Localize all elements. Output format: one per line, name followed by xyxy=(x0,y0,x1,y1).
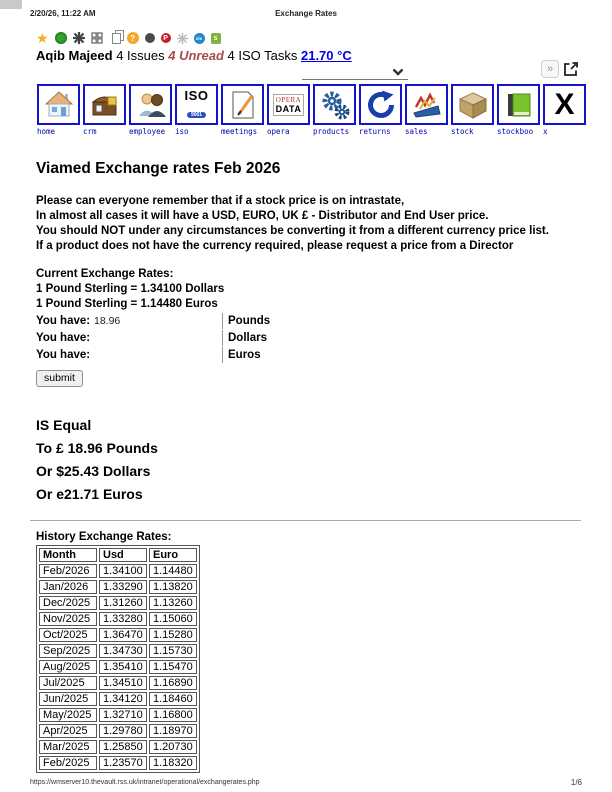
page-title: Viamed Exchange rates Feb 2026 xyxy=(36,160,281,177)
current-rates-heading: Current Exchange Rates: xyxy=(36,268,174,280)
book-icon[interactable] xyxy=(497,84,540,125)
clock-icon[interactable] xyxy=(55,32,67,44)
usd-rate-line: 1 Pound Sterling = 1.34100 Dollars xyxy=(36,283,225,295)
nav-item-sales[interactable] xyxy=(405,84,448,136)
temperature-link[interactable]: 21.70 °C xyxy=(300,48,352,63)
iso-tasks-count: 4 ISO Tasks xyxy=(227,48,298,63)
nav-item-products[interactable] xyxy=(313,84,356,136)
history-header-row xyxy=(39,548,197,562)
history-row xyxy=(39,644,197,658)
euro-rate-line: 1 Pound Sterling = 1.14480 Euros xyxy=(36,298,218,310)
history-cell: 1.34510 xyxy=(99,676,147,690)
nav-item-crm[interactable] xyxy=(83,84,126,136)
history-cell: 1.34120 xyxy=(99,692,147,706)
main-nav xyxy=(37,84,586,136)
history-cell: Dec/2025 xyxy=(39,596,97,610)
nav-label-sales[interactable]: sales xyxy=(405,127,428,136)
nav-label-x[interactable]: x xyxy=(543,127,548,136)
history-cell: Nov/2025 xyxy=(39,612,97,626)
history-row xyxy=(39,676,197,690)
history-row xyxy=(39,740,197,754)
history-cell: 1.14480 xyxy=(149,564,197,578)
nav-item-stock[interactable] xyxy=(451,84,494,136)
gears-icon[interactable] xyxy=(313,84,356,125)
x-icon[interactable] xyxy=(543,84,586,125)
history-row xyxy=(39,708,197,722)
gear-icon[interactable] xyxy=(73,32,85,44)
result-euros: Or e21.71 Euros xyxy=(36,486,143,502)
history-cell: 1.18320 xyxy=(149,756,197,770)
xls-icon[interactable]: xls xyxy=(194,33,205,44)
notice-line: If a product does not have the currency required, please request a price from a Director xyxy=(36,240,514,252)
print-date: 2/20/26, 11:22 AM xyxy=(30,9,96,18)
history-cell: 1.31260 xyxy=(99,596,147,610)
history-cell: 1.15470 xyxy=(149,660,197,674)
user-name: Aqib Majeed xyxy=(36,48,113,63)
history-cell: 1.35410 xyxy=(99,660,147,674)
history-cell: 1.33290 xyxy=(99,580,147,594)
history-cell: Apr/2025 xyxy=(39,724,97,738)
history-cell: Mar/2025 xyxy=(39,740,97,754)
nav-item-home[interactable] xyxy=(37,84,80,136)
external-link-icon[interactable] xyxy=(563,61,579,77)
history-cell: 1.15730 xyxy=(149,644,197,658)
converter-row-pounds xyxy=(36,313,582,329)
nav-item-employee[interactable] xyxy=(129,84,172,136)
history-table xyxy=(36,545,200,773)
user-status-bar xyxy=(36,48,352,63)
nav-item-stockbook[interactable] xyxy=(497,84,540,136)
unread-count: 4 Unread xyxy=(168,48,224,63)
history-cell: 1.16890 xyxy=(149,676,197,690)
notice-line: Please can everyone remember that if a stock price is on intrastate, xyxy=(36,195,405,207)
history-row xyxy=(39,692,197,706)
nav-label-employee[interactable]: employee xyxy=(129,127,166,136)
currency-converter-form xyxy=(36,313,582,387)
history-body xyxy=(39,564,197,770)
history-cell: 1.15280 xyxy=(149,628,197,642)
column-header-euro: Euro xyxy=(149,548,197,562)
submit-button[interactable]: submit xyxy=(36,370,83,387)
euros-label: Euros xyxy=(228,349,261,361)
result-is-equal: IS Equal xyxy=(36,417,92,433)
chest-icon[interactable] xyxy=(83,84,126,125)
help-icon[interactable]: ? xyxy=(127,32,139,44)
nav-item-meetings[interactable] xyxy=(221,84,264,136)
history-cell: Feb/2025 xyxy=(39,756,97,770)
you-have-label: You have: xyxy=(36,349,91,361)
history-row xyxy=(39,724,197,738)
nav-item-x[interactable] xyxy=(543,84,586,136)
iso-text: ISO xyxy=(184,88,209,103)
star-icon[interactable]: ★ xyxy=(36,30,49,46)
opera-text: OPERA xyxy=(275,95,302,104)
section-divider xyxy=(30,520,581,521)
dollars-input[interactable] xyxy=(92,331,222,345)
converter-row-dollars xyxy=(36,330,582,346)
history-cell: May/2025 xyxy=(39,708,97,722)
nav-label-iso[interactable]: iso xyxy=(175,127,189,136)
opera-data-icon[interactable] xyxy=(267,84,310,125)
you-have-label: You have: xyxy=(36,315,91,327)
nav-label-stockbook[interactable]: stockboo xyxy=(497,127,534,136)
history-row xyxy=(39,756,197,770)
history-cell: 1.18970 xyxy=(149,724,197,738)
history-row xyxy=(39,564,197,578)
notice-line: You should NOT under any circumstances be converting it from a different currency price list. xyxy=(36,225,549,237)
history-cell: 1.20730 xyxy=(149,740,197,754)
euros-input[interactable] xyxy=(92,348,222,362)
history-cell: 1.29780 xyxy=(99,724,147,738)
history-row xyxy=(39,628,197,642)
chart-icon[interactable] xyxy=(405,84,448,125)
you-have-label: You have: xyxy=(36,332,91,344)
result-pounds: To £ 18.96 Pounds xyxy=(36,440,158,456)
history-cell: 1.34730 xyxy=(99,644,147,658)
p-icon[interactable]: P xyxy=(161,33,171,43)
history-cell: 1.34100 xyxy=(99,564,147,578)
issues-count: 4 Issues xyxy=(116,48,165,63)
history-cell: 1.32710 xyxy=(99,708,147,722)
converter-row-euros xyxy=(36,347,582,363)
pounds-input[interactable] xyxy=(92,314,222,328)
history-cell: 1.18460 xyxy=(149,692,197,706)
history-cell: 1.16800 xyxy=(149,708,197,722)
column-header-month: Month xyxy=(39,548,97,562)
nav-label-stock[interactable]: stock xyxy=(451,127,474,136)
x-glyph: X xyxy=(554,87,575,121)
history-cell: Jan/2026 xyxy=(39,580,97,594)
history-heading: History Exchange Rates: xyxy=(36,531,172,543)
refresh-icon[interactable] xyxy=(359,84,402,125)
scrollbar-artifact xyxy=(0,0,22,9)
grid-icon[interactable] xyxy=(91,32,103,44)
history-row xyxy=(39,660,197,674)
page-number: 1/6 xyxy=(570,778,582,787)
memo-pencil-icon[interactable] xyxy=(221,84,264,125)
nav-label-crm[interactable]: crm xyxy=(83,127,97,136)
current-rates xyxy=(36,267,582,312)
chevron-down-icon xyxy=(392,68,404,76)
home-icon[interactable] xyxy=(37,84,80,125)
footer-url: https://wmserver10.thevault.rss.uk/intranet/operational/exchangerates.php xyxy=(30,779,260,786)
main-content xyxy=(36,160,582,773)
data-text: DATA xyxy=(275,103,302,114)
nav-item-opera[interactable] xyxy=(267,84,310,136)
history-cell: 1.36470 xyxy=(99,628,147,642)
result-dollars: Or $25.43 Dollars xyxy=(36,463,151,479)
iso-pill: 9001 xyxy=(187,112,206,118)
history-row xyxy=(39,596,197,610)
people-icon[interactable] xyxy=(129,84,172,125)
badge-icon[interactable] xyxy=(145,33,155,43)
nav-item-iso[interactable] xyxy=(175,84,218,136)
nav-label-opera[interactable]: opera xyxy=(267,127,290,136)
history-cell: Oct/2025 xyxy=(39,628,97,642)
print-title: Exchange Rates xyxy=(275,9,337,18)
history-row xyxy=(39,580,197,594)
conversion-result xyxy=(36,417,582,502)
history-cell: Jun/2025 xyxy=(39,692,97,706)
bookmarks-bar xyxy=(36,31,221,45)
period-select[interactable] xyxy=(302,64,408,80)
history-cell: 1.15060 xyxy=(149,612,197,626)
history-cell: 1.23570 xyxy=(99,756,147,770)
history-cell: 1.13820 xyxy=(149,580,197,594)
history-cell: Aug/2025 xyxy=(39,660,97,674)
history-cell: 1.25850 xyxy=(99,740,147,754)
history-cell: Sep/2025 xyxy=(39,644,97,658)
nav-item-returns[interactable] xyxy=(359,84,402,136)
shop-bag-icon[interactable]: s xyxy=(211,33,221,44)
history-row xyxy=(39,612,197,626)
box-icon[interactable] xyxy=(451,84,494,125)
dollars-label: Dollars xyxy=(228,332,267,344)
history-cell: 1.33280 xyxy=(99,612,147,626)
column-header-usd: Usd xyxy=(99,548,147,562)
notice-paragraph xyxy=(36,194,582,254)
nav-label-returns[interactable]: returns xyxy=(359,127,391,136)
history-cell: Feb/2026 xyxy=(39,564,97,578)
nav-label-meetings[interactable]: meetings xyxy=(221,127,258,136)
history-cell: Jul/2025 xyxy=(39,676,97,690)
copy-icon[interactable] xyxy=(112,33,121,44)
nav-label-home[interactable]: home xyxy=(37,127,56,136)
nav-label-products[interactable]: products xyxy=(313,127,350,136)
notice-line: In almost all cases it will have a USD, EURO, UK £ - Distributor and End User price. xyxy=(36,210,489,222)
iso-badge-icon[interactable] xyxy=(175,84,218,125)
pounds-label: Pounds xyxy=(228,315,271,327)
snowflake-icon[interactable] xyxy=(177,33,188,44)
more-button[interactable]: » xyxy=(541,60,559,78)
history-cell: 1.13260 xyxy=(149,596,197,610)
